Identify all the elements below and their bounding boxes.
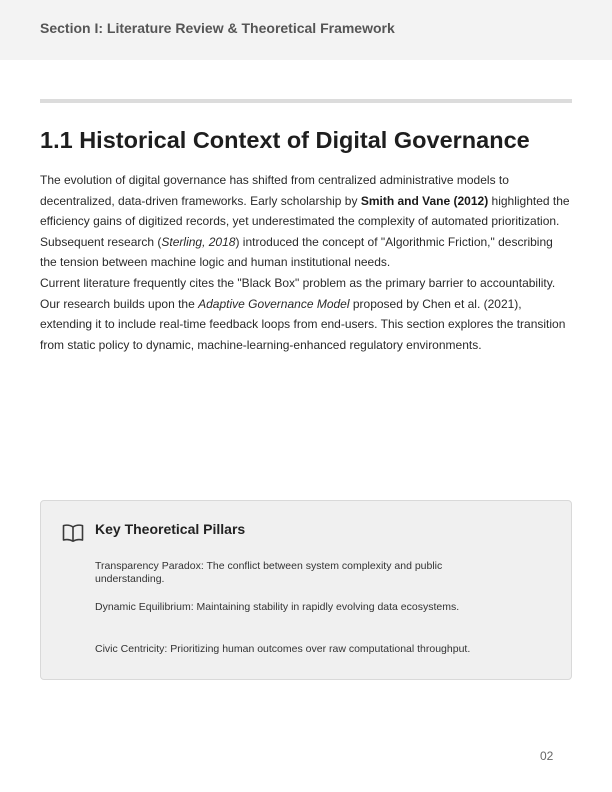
page-header — [0, 0, 612, 60]
horizontal-divider — [40, 99, 572, 103]
open-book-icon — [62, 523, 84, 543]
page-number: 02 — [540, 749, 554, 763]
citation-smith-vane: Smith and Vane (2012) — [360, 193, 489, 208]
section-body — [40, 170, 572, 355]
paragraph-1-text-a: The evolution of digital governance has shifted from centralized administrative models to decentralized, data-driven frameworks. Early scholarship by — [40, 173, 509, 208]
model-name: Adaptive Governance Model — [198, 296, 350, 311]
paragraph-1-text-b: highlighted the efficiency gains of digitized records, yet underestimated the complexity of automated prioritization. Subsequent research ( — [40, 193, 570, 249]
paragraph-2-text-a: Current literature frequently cites the "Black Box" problem as the primary barrier to accountability. Our research builds upon the — [40, 275, 556, 311]
paragraph-1-text-c: ) introduced the concept of "Algorithmic Friction," describing the tension between machine logic and human institutional needs. — [40, 234, 553, 270]
callout-title: Key Theoretical Pillars — [95, 521, 246, 537]
paragraph-1 — [40, 170, 572, 273]
section-heading: 1.1 Historical Context of Digital Governance — [40, 127, 530, 153]
paragraph-2-text-b: proposed by Chen et al. (2021), extending it to include real-time feedback loops from end-users. This section explores the transition from static policy to dynamic, machine-learning-enhanced regulatory environments. — [40, 296, 566, 352]
pillar-item: Civic Centricity: Prioritizing human outcomes over raw computational throughput. — [95, 643, 471, 655]
pillar-item: Dynamic Equilibrium: Maintaining stability in rapidly evolving data ecosystems. — [95, 601, 460, 613]
section-title: Section I: Literature Review & Theoretical Framework — [40, 20, 395, 36]
pillar-item: Transparency Paradox: The conflict between system complexity and public understanding. — [95, 560, 443, 585]
key-pillars-callout — [40, 500, 572, 680]
citation-sterling: Sterling, 2018 — [161, 234, 236, 249]
paragraph-2 — [40, 273, 572, 355]
